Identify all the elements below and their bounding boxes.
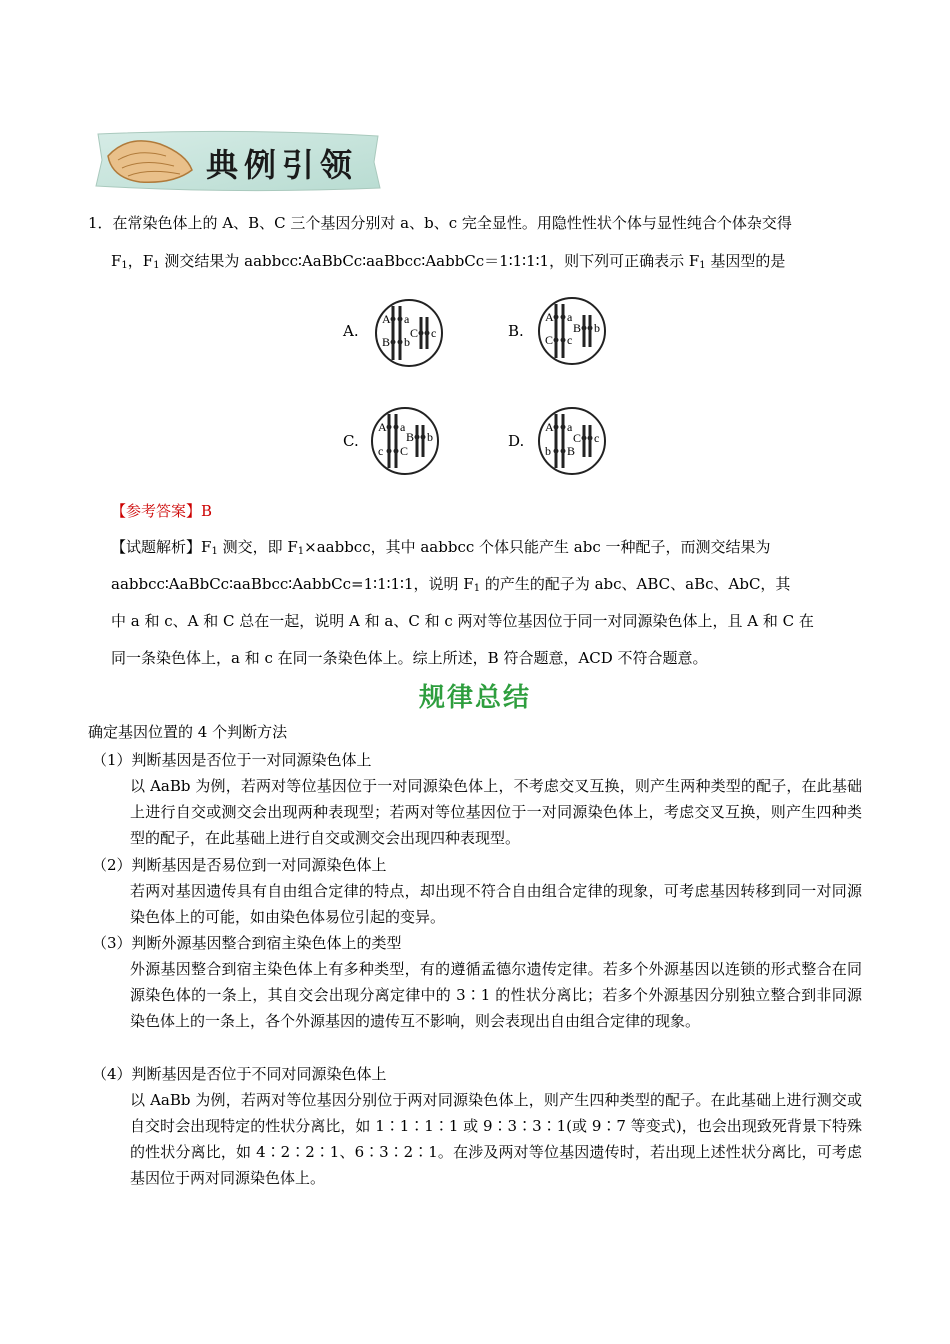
- summary-item-body: 以 AaBb 为例，若两对等位基因分别位于两对同源染色体上，则产生四种类型的配子。在此基础上进行测交或自交时会出现特定的性状分离比，如 1∶1∶1∶1 或 9∶3∶3∶1(或 9∶7 等变式)，也会出现致死背景下特殊的性状分离比，如 4∶2∶2∶1、6∶3∶2∶1。在涉及两对等位基因遗传时，若出现上述性状分离比，可考虑基因位于两对同源染色体上。: [130, 1091, 862, 1187]
- gene-label: B: [382, 335, 391, 349]
- cell-diagram: [536, 405, 608, 481]
- summary-item-title: （3）判断外源基因整合到宿主染色体上的类型: [92, 934, 402, 952]
- chromosome-diagram: [369, 405, 441, 477]
- gene-label: C: [410, 326, 419, 340]
- gene-label: b: [545, 444, 551, 458]
- summary-item-body: 若两对基因遗传具有自由组合定律的特点，却出现不符合自由组合定律的现象，可考虑基因转移到同一对同源染色体上的可能，如由染色体易位引起的变异。: [130, 882, 862, 926]
- section-banner: [88, 126, 384, 196]
- option-label: D.: [508, 432, 525, 450]
- option-label: C.: [343, 432, 359, 450]
- chromosome-diagram: [536, 405, 608, 477]
- answer-label: 【参考答案】: [111, 502, 202, 520]
- gene-label: B: [573, 321, 582, 335]
- chromosome-diagram: [536, 295, 608, 367]
- analysis-line-1: 【试题解析】$F_1$ 测交，即 $F_1\times aabbcc$，其中 aabbcc 个体只能产生 abc 一种配子，而测交结果为: [111, 538, 771, 557]
- gene-label: a: [567, 310, 573, 324]
- option-label: B.: [508, 322, 524, 340]
- analysis-line-4: 同一条染色体上，a 和 c 在同一条染色体上。综上所述，B 符合题意，ACD 不符合题意。: [111, 649, 708, 667]
- gene-label: A: [545, 420, 554, 434]
- gene-label: B: [567, 444, 576, 458]
- answer-value: B: [201, 502, 213, 520]
- summary-item-title: （1）判断基因是否位于一对同源染色体上: [92, 751, 372, 769]
- summary-item-body: 外源基因整合到宿主染色体上有多种类型，有的遵循孟德尔遗传定律。若多个外源基因以连锁的形式整合在同源染色体的一条上，其自交会出现分离定律中的 3∶1 的性状分离比；若多个外源基因分别独立整合到非同源染色体上的一条上，各个外源基因的遗传互不影响，则会表现出自由组合定律的现象。: [130, 960, 862, 1030]
- gene-label: c: [378, 444, 384, 458]
- gene-label: B: [406, 430, 415, 444]
- gene-label: A: [382, 312, 391, 326]
- analysis-label: 【试题解析】: [111, 538, 202, 556]
- gene-label: b: [404, 335, 410, 349]
- gene-label: c: [431, 326, 437, 340]
- gene-label: b: [427, 430, 433, 444]
- gene-label: C: [400, 444, 409, 458]
- chromosome-diagram: [373, 297, 445, 369]
- summary-item-title: （2）判断基因是否易位到一对同源染色体上: [92, 856, 387, 874]
- cell-diagram: [536, 295, 608, 371]
- gene-label: a: [404, 312, 410, 326]
- summary-item-body: 以 AaBb 为例，若两对等位基因位于一对同源染色体上，不考虑交叉互换，则产生两种类型的配子，在此基础上进行自交或测交会出现两种表现型；若两对等位基因位于一对同源染色体上，考虑交叉互换，则产生四种类型的配子，在此基础上进行自交或测交会出现四种表现型。: [130, 777, 862, 847]
- summary-heading: 规律总结: [418, 683, 531, 713]
- gene-label: a: [400, 420, 406, 434]
- gene-label: C: [545, 333, 554, 347]
- gene-label: a: [567, 420, 573, 434]
- summary-intro: 确定基因位置的 4 个判断方法: [88, 723, 288, 741]
- gene-label: C: [573, 431, 582, 445]
- question-number: 1．: [88, 214, 113, 232]
- question-line-1: [88, 214, 792, 232]
- analysis-line-3: 中 a 和 c、A 和 C 总在一起，说明 A 和 a、C 和 c 两对等位基因位于同一对同源染色体上，且 A 和 C 在: [111, 612, 814, 630]
- reference-answer: [111, 502, 212, 520]
- gene-label: A: [545, 310, 554, 324]
- summary-item-title: （4）判断基因是否位于不同对同源染色体上: [92, 1065, 387, 1083]
- analysis-line-2: aabbcc∶AaBbCc∶aaBbcc∶AabbCc=1∶1∶1∶1，说明 $F_1$ 的产生的配子为 abc、ABC、aBc、AbC，其: [111, 575, 791, 594]
- question-text: 在常染色体上的 A、B、C 三个基因分别对 a、b、c 完全显性。用隐性性状个体与显性纯合个体杂交得: [112, 214, 792, 232]
- gene-label: c: [567, 333, 573, 347]
- question-line-2: $F_1$，$F_1$ 测交结果为 aabbcc∶AaBbCc∶aaBbcc∶AabbCc＝1∶1∶1∶1，则下列可正确表示 $F_1$ 基因型的是: [111, 252, 786, 271]
- banner-title: 典例引领: [206, 146, 359, 184]
- option-label: A.: [343, 322, 359, 340]
- cell-diagram: [373, 297, 445, 373]
- gene-label: A: [378, 420, 387, 434]
- cell-diagram: [369, 405, 441, 481]
- gene-label: b: [594, 321, 600, 335]
- gene-label: c: [594, 431, 600, 445]
